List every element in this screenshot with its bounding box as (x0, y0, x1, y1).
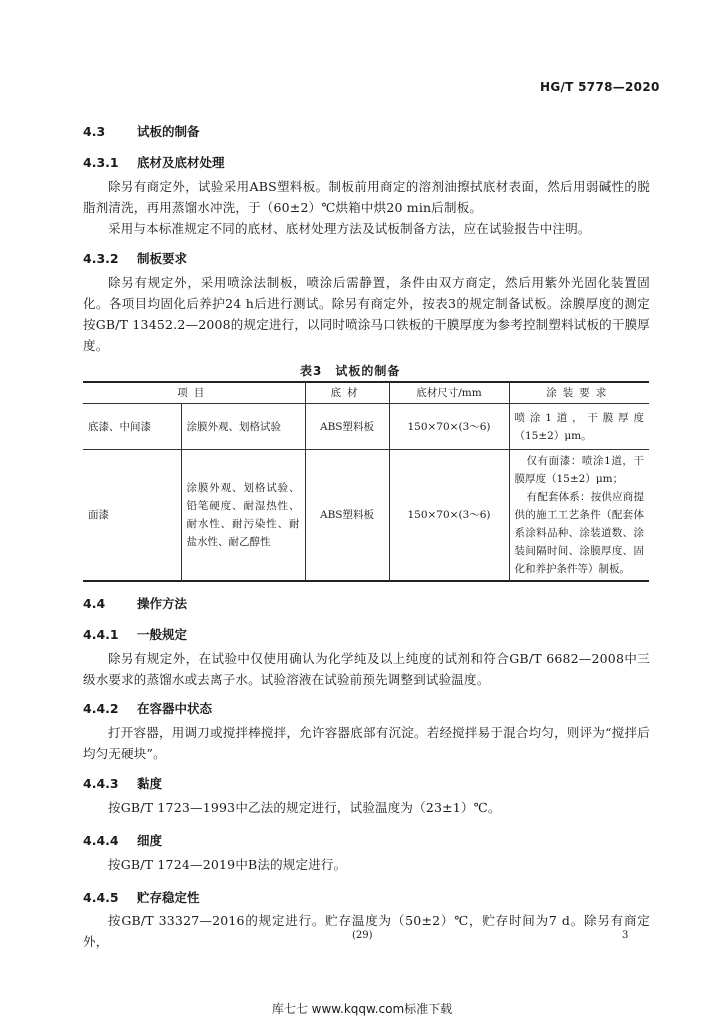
table-header-row (83, 382, 649, 404)
table-3 (83, 381, 649, 582)
row-category: 面漆 (83, 450, 181, 582)
heading-number: 4.4.3 (83, 776, 119, 791)
heading-4-4-5 (83, 888, 200, 906)
heading-number: 4.3.1 (83, 155, 119, 170)
heading-number: 4.4.1 (83, 627, 119, 642)
paragraph-4-4-4: 按GB/T 1724—2019中B法的规定进行。 (108, 857, 347, 872)
header-substrate: 底材 (305, 382, 389, 404)
heading-title: 贮存稳定性 (137, 890, 200, 905)
header-item: 项目 (83, 382, 305, 404)
paragraph-4-4-2: 打开容器，用调刀或搅拌棒搅拌，允许容器底部有沉淀。若经搅拌易于混合均匀，则评为“搅拌后均匀无硬块”。 (83, 725, 650, 761)
heading-title: 细度 (137, 833, 163, 848)
standard-number: HG/T 5778—2020 (540, 80, 660, 94)
heading-4-4 (83, 594, 187, 612)
paragraph-4-4-3: 按GB/T 1723—1993中乙法的规定进行，试验温度为（23±1）℃。 (108, 800, 501, 815)
heading-number: 4.3.2 (83, 251, 119, 266)
row-size: 150×70×(3～6) (389, 404, 509, 450)
heading-title: 黏度 (137, 776, 163, 791)
paragraph-4-4-1: 除另有规定外，在试验中仅使用确认为化学纯及以上纯度的试剂和符合GB/T 6682—2008中三级水要求的蒸馏水或去离子水。试验溶液在试验前预先调整到试验温度。 (83, 651, 650, 687)
heading-title: 试板的制备 (137, 124, 200, 139)
row-substrate: ABS塑料板 (305, 450, 389, 582)
page-number-bracket: (29) (352, 930, 373, 941)
table-caption: 表3 试板的制备 (300, 364, 401, 378)
heading-4-4-2 (83, 699, 212, 717)
requirement-system: 有配套体系：按供应商提供的施工工艺条件（配套体系涂料品种、涂装道数、涂装间隔时间、涂膜厚度、固化和养护条件等）制板。 (514, 491, 644, 575)
header-requirement: 涂装要求 (509, 382, 649, 404)
paragraph-4-3-1-a: 除另有商定外，试验采用ABS塑料板。制板前用商定的溶剂油擦拭底材表面，然后用弱碱性的脱脂剂清洗，再用蒸馏水冲洗，于（60±2）℃烘箱中烘20 min后制板。 (83, 179, 650, 215)
row-category: 底漆、中间漆 (83, 404, 181, 450)
paragraph-4-3-2: 除另有规定外，采用喷涂法制板，喷涂后需静置，条件由双方商定，然后用紫外光固化装置固化。各项目均固化后养护24 h后进行测试。除另有商定外，按表3的规定制备试板。涂膜厚度的测定按GB/T 13452.2—2008的规定进行，以同时喷涂马口铁板的干膜厚度为参考控制塑料试板的干膜厚度。 (83, 275, 650, 353)
table-row (83, 450, 649, 582)
row-requirement (509, 450, 649, 582)
heading-title: 一般规定 (137, 627, 188, 642)
heading-title: 操作方法 (137, 596, 188, 611)
heading-4-4-3 (83, 774, 162, 792)
row-size: 150×70×(3～6) (389, 450, 509, 582)
heading-number: 4.4.4 (83, 833, 119, 848)
header-size: 底材尺寸/mm (389, 382, 509, 404)
row-items: 涂膜外观、划格试验 (181, 404, 305, 450)
paragraph-4-3-1-b: 采用与本标准规定不同的底材、底材处理方法及试板制备方法，应在试验报告中注明。 (108, 221, 591, 236)
heading-4-3-2 (83, 249, 187, 267)
heading-4-4-1 (83, 625, 187, 643)
row-substrate: ABS塑料板 (305, 404, 389, 450)
heading-title: 底材及底材处理 (137, 155, 225, 170)
heading-number: 4.3 (83, 124, 106, 139)
watermark: 库七七 www.kqqw.com标准下载 (271, 1002, 453, 1016)
heading-4-3-1 (83, 153, 225, 171)
heading-4-4-4 (83, 831, 162, 849)
paragraph-4-4-5: 按GB/T 33327—2016的规定进行。贮存温度为（50±2）℃，贮存时间为7 d。除另有商定外， (83, 913, 650, 949)
heading-number: 4.4.2 (83, 701, 119, 716)
heading-4-3 (83, 122, 200, 140)
row-requirement: 喷涂1道，干膜厚度（15±2）μm。 (509, 404, 649, 450)
page-number: 3 (622, 930, 629, 941)
heading-number: 4.4 (83, 596, 106, 611)
heading-title: 制板要求 (137, 251, 188, 266)
row-items: 涂膜外观、划格试验、铅笔硬度、耐湿热性、耐水性、耐污染性、耐盐水性、耐乙醇性 (181, 450, 305, 582)
heading-number: 4.4.5 (83, 890, 119, 905)
heading-title: 在容器中状态 (137, 701, 213, 716)
requirement-topcoat-only: 仅有面漆：喷涂1道，干膜厚度（15±2）μm； (514, 455, 644, 485)
table-row (83, 404, 649, 450)
